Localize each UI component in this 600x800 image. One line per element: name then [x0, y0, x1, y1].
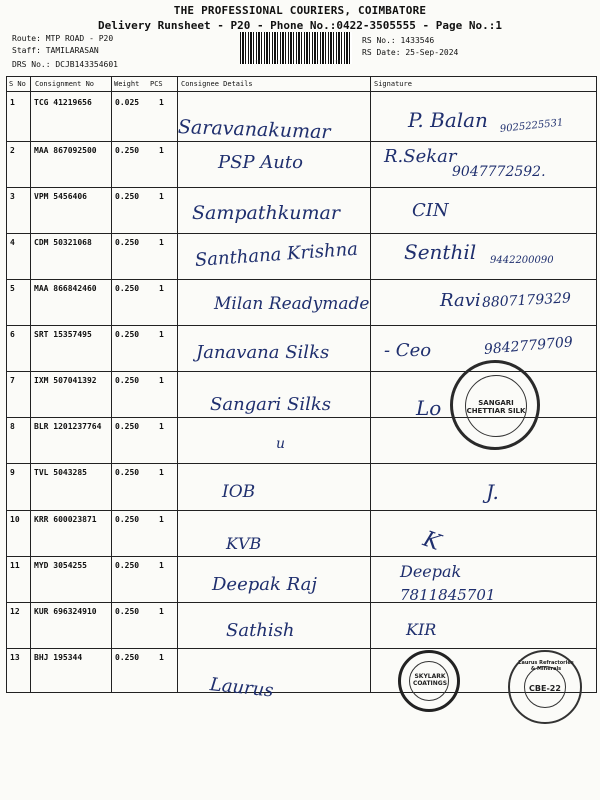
- handwritten-consignee: Laurus: [208, 674, 275, 702]
- row-divider: [6, 187, 597, 188]
- row-sno: 6: [10, 330, 15, 339]
- drs-label: DRS No.: DCJB143354601: [12, 60, 118, 69]
- row-sno: 8: [10, 422, 15, 431]
- row-consignment-no: TVL 5043285: [34, 468, 87, 477]
- row-divider: [6, 279, 597, 280]
- handwritten-consignee: Sampathkumar: [192, 202, 340, 224]
- row-consignment-no: TCG 41219656: [34, 98, 92, 107]
- row-sno: 4: [10, 238, 15, 247]
- row-divider: [6, 233, 597, 234]
- handwritten-phone: 7811845701: [400, 586, 496, 604]
- column-divider: [370, 76, 371, 693]
- row-divider: [6, 325, 597, 326]
- handwritten-signature: Ravi: [440, 290, 481, 311]
- row-weight: 0.250: [115, 192, 140, 201]
- row-sno: 2: [10, 146, 15, 155]
- handwritten-consignee: IOB: [222, 482, 256, 502]
- row-pcs: 1: [159, 192, 164, 201]
- row-divider: [6, 463, 597, 464]
- handwritten-phone: 9025225531: [499, 117, 564, 135]
- row-consignment-no: MAA 866842460: [34, 284, 97, 293]
- row-weight: 0.250: [115, 607, 140, 616]
- row-pcs: 1: [159, 561, 164, 570]
- column-header-signature: Signature: [374, 80, 412, 88]
- row-pcs: 1: [159, 98, 164, 107]
- row-sno: 7: [10, 376, 15, 385]
- skylark-stamp: [398, 650, 460, 712]
- handwritten-consignee: Sathish: [226, 620, 295, 641]
- handwritten-phone: 9842779709: [483, 334, 574, 358]
- handwritten-signature: Senthil: [404, 240, 477, 264]
- runsheet-title: THE PROFESSIONAL COURIERS, COIMBATORE: [173, 4, 427, 17]
- column-header-consignment: Consignment No: [35, 80, 95, 88]
- row-pcs: 1: [159, 284, 164, 293]
- row-pcs: 1: [159, 330, 164, 339]
- handwritten-signature: KIR: [406, 620, 437, 639]
- row-pcs: 1: [159, 376, 164, 385]
- row-weight: 0.250: [115, 468, 140, 477]
- stamp-text: Laurus Refractories & Minerals: [518, 660, 574, 672]
- handwritten-signature: - Ceo: [384, 340, 432, 361]
- route-label: Route: MTP ROAD - P20: [12, 34, 114, 43]
- row-weight: 0.250: [115, 653, 140, 662]
- stamp-text: SANGARI CHETTIAR SILK: [466, 399, 526, 415]
- handwritten-consignee: PSP Auto: [218, 152, 303, 173]
- row-consignment-no: VPM 5456406: [34, 192, 87, 201]
- row-sno: 11: [10, 561, 20, 570]
- stamp-text: CBE-22: [529, 684, 561, 693]
- row-sno: 5: [10, 284, 15, 293]
- handwritten-signature: P. Balan: [408, 108, 488, 132]
- handwritten-signature: R.Sekar: [384, 146, 457, 167]
- row-sno: 13: [10, 653, 20, 662]
- row-weight: 0.250: [115, 376, 140, 385]
- handwritten-signature: CIN: [412, 200, 449, 221]
- row-pcs: 1: [159, 607, 164, 616]
- row-divider: [6, 648, 597, 649]
- row-divider: [6, 510, 597, 511]
- row-consignment-no: SRT 15357495: [34, 330, 92, 339]
- handwritten-phone: 9047772592.: [452, 164, 546, 180]
- runsheet-subtitle: Delivery Runsheet - P20 - Phone No.:0422-3505555 - Page No.:1: [98, 19, 502, 32]
- column-divider: [111, 76, 112, 693]
- handwritten-consignee: Janavana Silks: [196, 342, 330, 363]
- column-header-pcs: PCS: [150, 80, 163, 88]
- handwritten-consignee: Milan Readymade: [214, 294, 370, 314]
- handwritten-phone: 9442200090: [490, 255, 554, 266]
- row-pcs: 1: [159, 238, 164, 247]
- row-sno: 9: [10, 468, 15, 477]
- row-consignment-no: KUR 696324910: [34, 607, 97, 616]
- handwritten-signature: K: [419, 526, 444, 556]
- row-pcs: 1: [159, 468, 164, 477]
- column-divider: [177, 76, 178, 693]
- staff-label: Staff: TAMILARASAN: [12, 46, 99, 55]
- handwritten-signature: Deepak: [400, 562, 462, 581]
- row-weight: 0.250: [115, 561, 140, 570]
- barcode: [240, 32, 352, 64]
- handwritten-signature: Lo: [416, 396, 442, 420]
- row-sno: 3: [10, 192, 15, 201]
- handwritten-consignee: Saravanakumar: [177, 116, 331, 144]
- row-weight: 0.025: [115, 98, 140, 107]
- rs-number: RS No.: 1433546: [362, 36, 435, 45]
- sangari-stamp: [450, 360, 540, 450]
- column-header-sno: S No: [9, 80, 26, 88]
- row-consignment-no: CDM 50321068: [34, 238, 92, 247]
- row-consignment-no: BHJ 195344: [34, 653, 83, 662]
- header-divider: [6, 91, 597, 92]
- handwritten-consignee: u: [276, 436, 286, 452]
- row-pcs: 1: [159, 653, 164, 662]
- row-sno: 12: [10, 607, 20, 616]
- row-consignment-no: MAA 867092500: [34, 146, 97, 155]
- handwritten-consignee: Santhana Krishna: [194, 238, 359, 271]
- row-divider: [6, 602, 597, 603]
- handwritten-consignee: Deepak Raj: [212, 574, 317, 595]
- row-sno: 1: [10, 98, 15, 107]
- handwritten-signature: J.: [486, 480, 499, 504]
- handwritten-consignee: Sangari Silks: [210, 394, 331, 415]
- row-weight: 0.250: [115, 146, 140, 155]
- column-header-weight: Weight: [114, 80, 140, 88]
- row-weight: 0.250: [115, 422, 140, 431]
- laurus-stamp: [508, 650, 582, 724]
- column-header-details: Consignee Details: [181, 80, 253, 88]
- row-consignment-no: KRR 600023871: [34, 515, 97, 524]
- row-consignment-no: MYD 3054255: [34, 561, 87, 570]
- row-sno: 10: [10, 515, 20, 524]
- row-pcs: 1: [159, 515, 164, 524]
- handwritten-phone: 8807179329: [481, 290, 572, 311]
- row-weight: 0.250: [115, 515, 140, 524]
- row-divider: [6, 556, 597, 557]
- row-weight: 0.250: [115, 330, 140, 339]
- row-pcs: 1: [159, 422, 164, 431]
- row-consignment-no: BLR 1201237764: [34, 422, 102, 431]
- row-weight: 0.250: [115, 284, 140, 293]
- row-weight: 0.250: [115, 238, 140, 247]
- rs-date: RS Date: 25-Sep-2024: [362, 48, 459, 57]
- row-pcs: 1: [159, 146, 164, 155]
- row-consignment-no: IXM 507041392: [34, 376, 97, 385]
- handwritten-consignee: KVB: [226, 534, 262, 553]
- column-divider: [30, 76, 31, 693]
- stamp-text: SKYLARK COATINGS: [412, 673, 448, 687]
